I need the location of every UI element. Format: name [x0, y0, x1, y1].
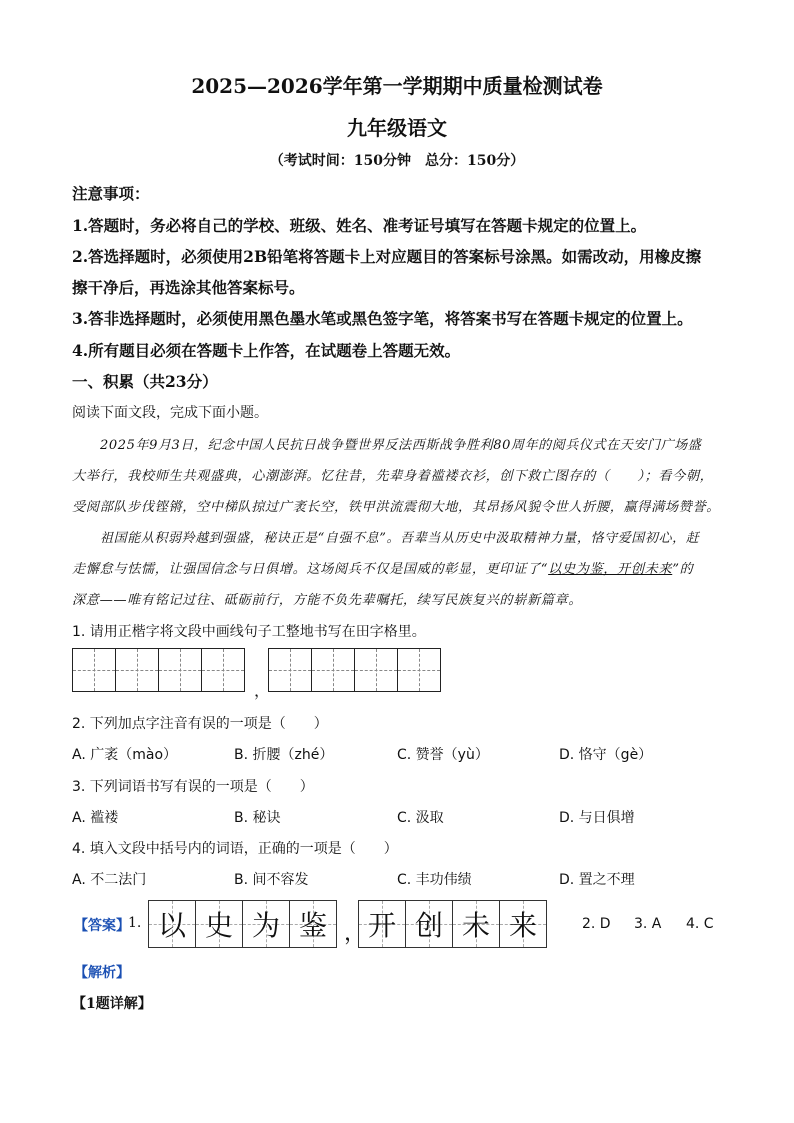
passage-text: ”的: [672, 562, 694, 577]
question-3-stem: 3. 下列词语书写有误的一项是（ ）: [72, 779, 314, 795]
answer-cell: [289, 900, 337, 948]
answer-char: 为: [251, 909, 280, 942]
option-b[interactable]: B. 秘诀: [234, 810, 281, 826]
option-c[interactable]: C. 汲取: [397, 810, 444, 826]
answer-cell: [148, 900, 196, 948]
analysis-label: 【解析】: [74, 965, 130, 981]
question-4-stem: 4. 填入文段中括号内的词语，正确的一项是（ ）: [72, 841, 398, 857]
answer-char: 未: [461, 909, 490, 942]
answer-char: 创: [414, 909, 443, 942]
option-a[interactable]: A. 褴褛: [72, 810, 119, 826]
passage-line: 2025年9月3日，纪念中国人民抗日战争暨世界反法西斯战争胜利80周年的阅兵仪式在天安门广场盛: [100, 438, 702, 453]
exam-title: 2025—2026学年第一学期期中质量检测试卷: [191, 74, 603, 98]
analysis-detail-heading: 【1题详解】: [72, 996, 152, 1012]
answer-cell: [499, 900, 547, 948]
answer-cell: [405, 900, 453, 948]
option-d[interactable]: D. 与日俱增: [559, 810, 635, 826]
answer-cell: [358, 900, 406, 948]
passage-line: 大举行，我校师生共观盛典，心潮澎湃。忆往昔，先辈身着褴褛衣衫，创下救亡图存的（ ）；看今朝，: [72, 469, 714, 484]
passage-text: 走懈怠与怯懦，让强国信念与日俱增。这场阅兵不仅是国威的彰显，更印证了“: [72, 562, 549, 577]
answer-q4: 4. C: [686, 916, 714, 932]
answer-char: 以: [157, 909, 186, 942]
exam-subject: 九年级语文: [347, 116, 447, 140]
answer-cell: [452, 900, 500, 948]
option-d[interactable]: D. 恪守（gè）: [559, 747, 653, 763]
grid-cell[interactable]: [311, 648, 355, 692]
question-3-options: [72, 807, 732, 827]
option-a[interactable]: A. 广袤（mào）: [72, 747, 178, 763]
answer-char: 开: [367, 909, 396, 942]
writing-grid-a[interactable]: [72, 648, 245, 692]
passage-line: 祖国能从积弱羚越到强盛，秘诀正是“自强不息”。吾辈当从历史中汲取精神力量，恪守爱国初心，赶: [100, 531, 700, 546]
notice-item-4: 4.所有题目必须在答题卡上作答，在试题卷上答题无效。: [72, 341, 461, 360]
grid-cell[interactable]: [115, 648, 159, 692]
grid-cell[interactable]: [268, 648, 312, 692]
answer-q1-prefix: 1.: [128, 915, 142, 931]
option-b[interactable]: B. 间不容发: [234, 872, 309, 888]
grid-comma: ，: [254, 681, 271, 700]
grid-cell[interactable]: [72, 648, 116, 692]
answer-grid-a: [148, 900, 337, 948]
notice-item-2-cont: 擦干净后，再选涂其他答案标号。: [72, 278, 305, 297]
answer-grid-b: [358, 900, 547, 948]
exam-info: （考试时间：150分钟 总分：150分）: [269, 153, 525, 169]
answer-comma: ，: [344, 921, 367, 946]
answer-char: 鉴: [298, 909, 327, 942]
answer-label: 【答案】: [74, 918, 130, 934]
option-b[interactable]: B. 折腰（zhé）: [234, 747, 334, 763]
option-c[interactable]: C. 赞誉（yù）: [397, 747, 489, 763]
option-d[interactable]: D. 置之不理: [559, 872, 635, 888]
grid-cell[interactable]: [201, 648, 245, 692]
writing-grid-b[interactable]: [268, 648, 441, 692]
passage-line: [72, 558, 732, 577]
section-heading: 一、积累（共23分）: [72, 372, 218, 391]
grid-cell[interactable]: [354, 648, 398, 692]
notice-item-2: 2.答选择题时，必须使用2B铅笔将答题卡上对应题目的答案标号涂黑。如需改动，用橡皮擦: [72, 247, 702, 266]
option-a[interactable]: A. 不二法门: [72, 872, 147, 888]
underlined-sentence: 以史为鉴，开创未来: [548, 562, 673, 577]
answer-char: 史: [204, 909, 233, 942]
question-1-stem: 1. 请用正楷字将文段中画线句子工整地书写在田字格里。: [72, 624, 426, 640]
grid-cell[interactable]: [158, 648, 202, 692]
notice-item-1: 1.答题时，务必将自己的学校、班级、姓名、准考证号填写在答题卡规定的位置上。: [72, 216, 647, 235]
answer-q3: 3. A: [634, 916, 662, 932]
question-2-options: [72, 744, 732, 764]
grid-cell[interactable]: [397, 648, 441, 692]
question-4-options: [72, 869, 732, 889]
answer-q2: 2. D: [582, 916, 611, 932]
answer-char: 来: [508, 909, 537, 942]
passage-line: 受阅部队步伐铿锵，空中梯队掠过广袤长空，铁甲洪流震彻大地，其昂扬风貌令世人折腰，赢得满场赞誉。: [72, 500, 721, 515]
section-intro: 阅读下面文段，完成下面小题。: [72, 405, 268, 421]
option-c[interactable]: C. 丰功伟绩: [397, 872, 472, 888]
question-2-stem: 2. 下列加点字注音有误的一项是（ ）: [72, 716, 328, 732]
notice-item-3: 3.答非选择题时，必须使用黑色墨水笔或黑色签字笔，将答案书写在答题卡规定的位置上。: [72, 309, 693, 328]
answer-cell: [195, 900, 243, 948]
answer-cell: [242, 900, 290, 948]
passage-line: 深意——唯有铭记过往、砥砺前行，方能不负先辈嘱托，续写民族复兴的崭新篇章。: [72, 593, 583, 608]
notice-heading: 注意事项：: [72, 184, 150, 203]
